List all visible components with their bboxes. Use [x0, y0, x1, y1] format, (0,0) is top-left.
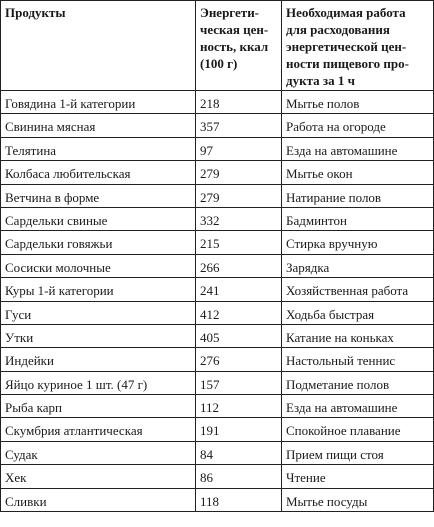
energy-cell: 157 [196, 371, 282, 394]
table-row [1, 207, 434, 230]
energy-cell: 84 [196, 441, 282, 464]
table-row [1, 184, 434, 207]
header-products: Продукты [1, 1, 196, 91]
table-row [1, 114, 434, 137]
table-row [1, 371, 434, 394]
table-row [1, 395, 434, 418]
work-cell: Бадминтон [282, 207, 434, 230]
table-row [1, 161, 434, 184]
work-cell: Зарядка [282, 254, 434, 277]
work-cell: Чтение [282, 465, 434, 488]
table-row [1, 137, 434, 160]
work-cell: Настольный теннис [282, 348, 434, 371]
table-body [1, 91, 434, 512]
table-row [1, 348, 434, 371]
energy-cell: 279 [196, 184, 282, 207]
energy-cell: 357 [196, 114, 282, 137]
energy-cell: 332 [196, 207, 282, 230]
table-row [1, 301, 434, 324]
table-header-row [1, 1, 434, 91]
energy-cell: 118 [196, 488, 282, 511]
table-row [1, 465, 434, 488]
table-row [1, 488, 434, 511]
table-row [1, 324, 434, 347]
work-cell: Езда на автомашине [282, 395, 434, 418]
energy-cell: 405 [196, 324, 282, 347]
work-cell: Натирание полов [282, 184, 434, 207]
work-cell: Катание на коньках [282, 324, 434, 347]
work-cell: Стирка вручную [282, 231, 434, 254]
table-row [1, 231, 434, 254]
energy-cell: 276 [196, 348, 282, 371]
energy-cell: 86 [196, 465, 282, 488]
product-cell: Яйцо куриное 1 шт. (47 г) [1, 371, 196, 394]
product-cell: Рыба карп [1, 395, 196, 418]
product-cell: Сосиски молочные [1, 254, 196, 277]
work-cell: Прием пищи стоя [282, 441, 434, 464]
product-cell: Судак [1, 441, 196, 464]
product-cell: Сардельки свиные [1, 207, 196, 230]
header-energy-value: Энергети- ческая цен- ность, ккал (100 г) [196, 1, 282, 91]
energy-cell: 412 [196, 301, 282, 324]
energy-cell: 215 [196, 231, 282, 254]
energy-cell: 191 [196, 418, 282, 441]
energy-cell: 97 [196, 137, 282, 160]
table-row [1, 418, 434, 441]
product-cell: Сардельки говяжьи [1, 231, 196, 254]
table-row [1, 91, 434, 114]
energy-cell: 218 [196, 91, 282, 114]
energy-cell: 266 [196, 254, 282, 277]
work-cell: Мытье посуды [282, 488, 434, 511]
work-cell: Мытье окон [282, 161, 434, 184]
work-cell: Хозяйственная работа [282, 278, 434, 301]
work-cell: Спокойное плавание [282, 418, 434, 441]
product-cell: Индейки [1, 348, 196, 371]
product-cell: Свинина мясная [1, 114, 196, 137]
table-row [1, 278, 434, 301]
work-cell: Работа на огороде [282, 114, 434, 137]
work-cell: Езда на автомашине [282, 137, 434, 160]
energy-cell: 112 [196, 395, 282, 418]
table-row [1, 254, 434, 277]
energy-cell: 279 [196, 161, 282, 184]
work-cell: Мытье полов [282, 91, 434, 114]
product-cell: Колбаса любительская [1, 161, 196, 184]
product-cell: Телятина [1, 137, 196, 160]
product-cell: Скумбрия атлантическая [1, 418, 196, 441]
product-cell: Гуси [1, 301, 196, 324]
work-cell: Ходьба быстрая [282, 301, 434, 324]
product-cell: Ветчина в форме [1, 184, 196, 207]
product-cell: Сливки [1, 488, 196, 511]
energy-cell: 241 [196, 278, 282, 301]
product-cell: Утки [1, 324, 196, 347]
header-required-work: Необходимая работа для расходования энергетической цен- ности пищевого про- дукта за 1 ч [282, 1, 434, 91]
table-row [1, 441, 434, 464]
product-cell: Куры 1-й категории [1, 278, 196, 301]
product-cell: Хек [1, 465, 196, 488]
product-cell: Говядина 1-й категории [1, 91, 196, 114]
work-cell: Подметание полов [282, 371, 434, 394]
